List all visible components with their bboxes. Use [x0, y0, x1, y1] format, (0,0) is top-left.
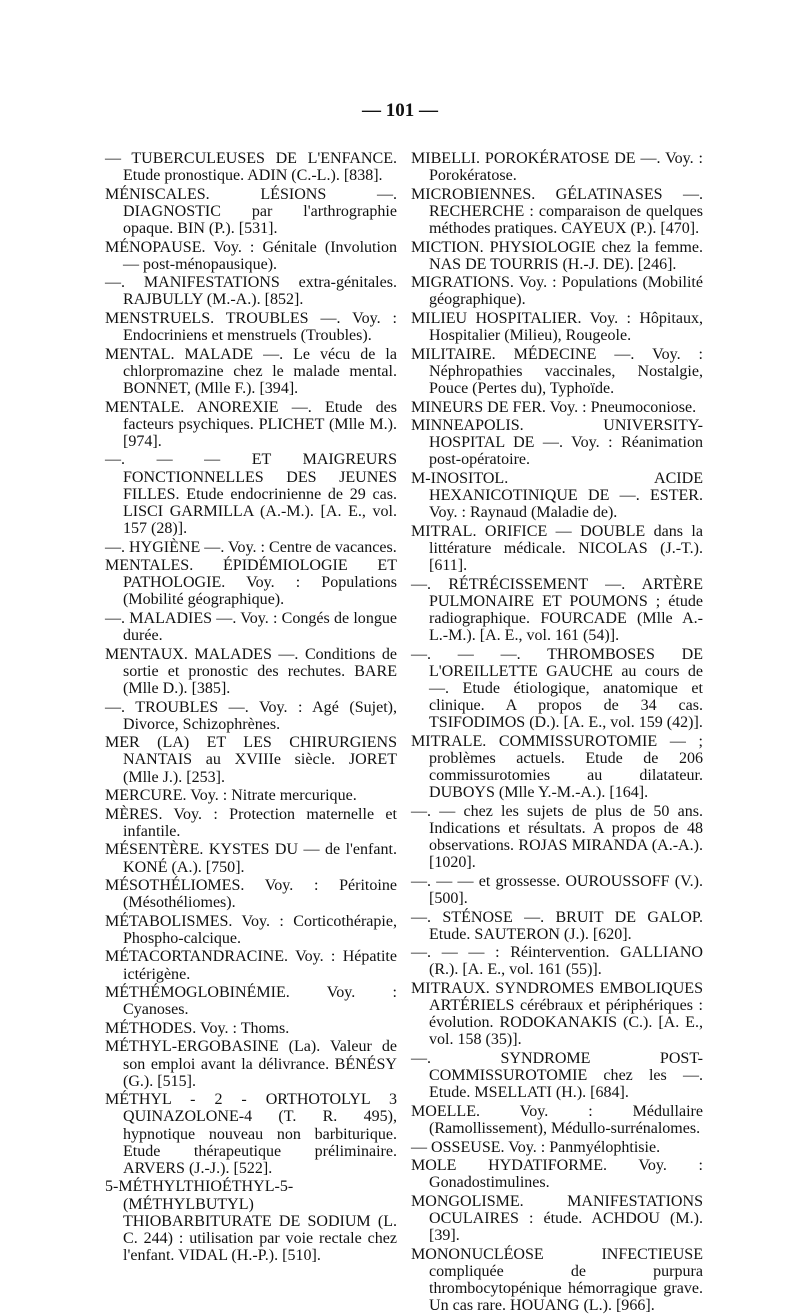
index-entry: MÉNISCALES. LÉSIONS —. DIAGNOSTIC par l'arthrographie opaque. BIN (P.). [531]. [105, 185, 397, 238]
index-entry: MOLE HYDATIFORME. Voy. : Gonadostimulines. [411, 1157, 703, 1192]
index-entry: —. — — et grossesse. OUROUSSOFF (V.). [500]. [411, 872, 703, 908]
index-entry: MÉTHYL - 2 - ORTHOTOLYL 3 QUINAZOLONE-4 (T. R. 495), hypnotique nouveau non barbiturique. Etude thérapeutique préliminaire. ARVERS (J.-J.). [522]. [105, 1091, 397, 1177]
index-entry: —. STÉNOSE —. BRUIT DE GALOP. Etude. SAUTERON (J.). [620]. [411, 908, 703, 943]
index-entry: —. — —. THROMBOSES DE L'OREILLETTE GAUCHE au cours de —. Etude étiologique, anatomique et clinique. A propos de 34 cas. TSIFODIMOS (D.). [A. E., vol. 159 (42)]. [411, 645, 703, 732]
index-entry: —. RÉTRÉCISSEMENT —. ARTÈRE PULMONAIRE ET POUMONS ; étude radiographique. FOURCADE (Mlle A.-L.-M.). [A. E., vol. 161 (54)]. [411, 575, 703, 645]
index-entry: M-INOSITOL. ACIDE HEXANICOTINIQUE DE —. ESTER. Voy. : Raynaud (Maladie de). [411, 469, 703, 522]
index-entry: MENTAUX. MALADES —. Conditions de sortie et pronostic des rechutes. BARE (Mlle D.). [385]. [105, 645, 397, 697]
index-entry: MENTALE. ANOREXIE —. Etude des facteurs psychiques. PLICHET (Mlle M.). [974]. [105, 398, 397, 450]
index-entry: MÈRES. Voy. : Protection maternelle et infantile. [105, 805, 397, 840]
page-number: — 101 — [362, 100, 438, 121]
index-entry: MÉTACORTANDRACINE. Voy. : Hépatite ictérigène. [105, 948, 397, 983]
left-column [105, 150, 397, 1266]
index-entry: —. HYGIÈNE —. Voy. : Centre de vacances. [105, 538, 397, 556]
index-entry: MITRALE. COMMISSUROTOMIE — ; problèmes actuels. Etude de 206 commissurotomies au dilatateur. DUBOYS (Mlle Y.-M.-A.). [164]. [411, 732, 703, 802]
index-entry: —. MALADIES —. Voy. : Congés de longue durée. [105, 609, 397, 645]
index-entry: MENTALES. ÉPIDÉMIOLOGIE ET PATHOLOGIE. Voy. : Populations (Mobilité géographique). [105, 557, 397, 609]
index-entry: —. — chez les sujets de plus de 50 ans. Indications et résultats. A propos de 48 observations. ROJAS MIRANDA (A.-A.). [1020]. [411, 802, 703, 872]
index-entry: MINNEAPOLIS. UNIVERSITY-HOSPITAL DE —. Voy. : Réanimation post-opératoire. [411, 417, 703, 469]
index-entry: MÉTABOLISMES. Voy. : Corticothérapie, Phospho-calcique. [105, 912, 397, 947]
index-entry: MOELLE. Voy. : Médullaire (Ramollissement), Médullo-surrénalomes. [411, 1102, 703, 1138]
index-entry: MITRAL. ORIFICE — DOUBLE dans la littérature médicale. NICOLAS (J.-T.). [611]. [411, 522, 703, 575]
index-entry: MÉTHODES. Voy. : Thoms. [105, 1019, 290, 1037]
index-entry: MÉTHYL-ERGOBASINE (La). Valeur de son emploi avant la délivrance. BÉNÉSY (G.). [515]. [105, 1038, 397, 1090]
index-entry: MÉNOPAUSE. Voy. : Génitale (Involution — post-ménopausique). [105, 238, 397, 273]
index-entry: MONGOLISME. MANIFESTATIONS OCULAIRES : étude. ACHDOU (M.). [39]. [411, 1192, 703, 1245]
index-entry: MINEURS DE FER. Voy. : Pneumoconiose. [411, 398, 697, 416]
index-entry: MENTAL. MALADE —. Le vécu de la chlorpromazine chez le malade mental. BONNET, (Mlle F.). [394]. [105, 345, 397, 397]
index-entry: MONONUCLÉOSE INFECTIEUSE compliquée de purpura thrombocytopénique hémorragique grave. Un cas rare. HOUANG (L.). [966]. [411, 1245, 703, 1315]
index-entry: MICROBIENNES. GÉLATINASES —. RECHERCHE : comparaison de quelques méthodes pratiques. CAYEUX (P.). [470]. [411, 185, 703, 238]
index-entry: MICTION. PHYSIOLOGIE chez la femme. NAS DE TOURRIS (H.-J. DE). [246]. [411, 238, 703, 273]
index-entry: MIGRATIONS. Voy. : Populations (Mobilité géographique). [411, 274, 703, 309]
index-entry: —. — — : Réintervention. GALLIANO (R.). [A. E., vol. 161 (55)]. [411, 944, 703, 979]
index-entry: —. — — ET MAIGREURS FONCTIONNELLES DES JEUNES FILLES. Etude endocrinienne de 29 cas. LISCI GARMILLA (A.-M.). [A. E., vol. 157 (28)]. [105, 451, 397, 538]
index-entry: —. SYNDROME POST-COMMISSUROTOMIE chez les —. Etude. MSELLATI (H.). [684]. [411, 1050, 703, 1102]
right-column [411, 150, 703, 1316]
index-entry: MILITAIRE. MÉDECINE —. Voy. : Néphropathies vaccinales, Nostalgie, Pouce (Pertes du), Typhoïde. [411, 345, 703, 397]
index-entry: —. TROUBLES —. Voy. : Agé (Sujet), Divorce, Schizophrènes. [105, 698, 397, 733]
index-entry: MÉSOTHÉLIOMES. Voy. : Péritoine (Mésothéliomes). [105, 877, 397, 912]
index-entry: — OSSEUSE. Voy. : Panmyélophtisie. [411, 1138, 661, 1156]
index-entry: MENSTRUELS. TROUBLES —. Voy. : Endocriniens et menstruels (Troubles). [105, 309, 397, 345]
index-entry: MER (LA) ET LES CHIRURGIENS NANTAIS au XVIIIe siècle. JORET (Mlle J.). [253]. [105, 734, 397, 786]
index-entry: MILIEU HOSPITALIER. Voy. : Hôpitaux, Hospitalier (Milieu), Rougeole. [411, 309, 703, 345]
index-entry: MÉSENTÈRE. KYSTES DU — de l'enfant. KONÉ (A.). [750]. [105, 841, 397, 876]
index-entry: MERCURE. Voy. : Nitrate mercurique. [105, 787, 357, 805]
index-entry: MIBELLI. POROKÉRATOSE DE —. Voy. : Porokératose. [411, 150, 703, 185]
index-entry: 5-MÉTHYLTHIOÉTHYL-5-(MÉTHYLBUTYL) THIOBARBITURATE DE SODIUM (L. C. 244) : utilisation par voie rectale chez l'enfant. VIDAL (H.-P.). [510]. [105, 1178, 397, 1265]
index-entry: MITRAUX. SYNDROMES EMBOLIQUES ARTÉRIELS cérébraux et périphériques : évolution. RODOKANAKIS (C.). [A. E., vol. 158 (35)]. [411, 979, 703, 1049]
index-entry: — TUBERCULEUSES DE L'ENFANCE. Etude pronostique. ADIN (C.-L.). [838]. [105, 150, 397, 185]
index-entry: —. MANIFESTATIONS extra-génitales. RAJBULLY (M.-A.). [852]. [105, 274, 397, 309]
index-entry: MÉTHÉMOGLOBINÉMIE. Voy. : Cyanoses. [105, 984, 397, 1019]
